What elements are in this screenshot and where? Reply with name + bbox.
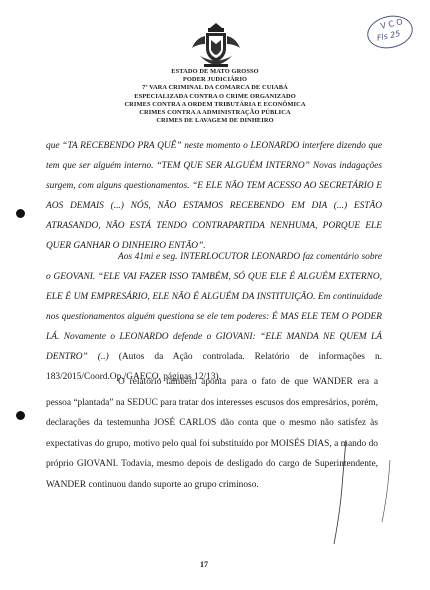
header-specialization: ESPECIALIZADA CONTRA O CRIME ORGANIZADO	[134, 92, 296, 100]
punch-hole-top	[16, 209, 25, 218]
header-court: 7ª VARA CRIMINAL DA COMARCA DE CUIABÁ	[142, 84, 288, 92]
page-stamp	[364, 12, 416, 53]
quote-2-italic: Aos 41mi e seg. INTERLOCUTOR LEONARDO faz comentário sobre o GEOVANI. “ELE VAI FAZER ISSO TAMBÉM, SÓ QUE ELE É ALGUÉM EXTERNO, ELE É UM EMPRESÁRIO, ELE NÃO É ALGUÉM DA INSTITUIÇÃO. Em continuidade nos questionamentos alguém questiona se ele tem poderes: É MAS ELE TEM O PODER LÁ. Novamente o LEONARDO defende o GIOVANI: “ELE MANDA NE QUEM LÁ DENTRO” (..)	[46, 252, 382, 362]
header-tax-crimes: CRIMES CONTRA A ORDEM TRIBUTÁRIA E ECONÔMICA	[124, 100, 306, 108]
header-money-laundering: CRIMES DE LAVAGEM DE DINHEIRO	[156, 117, 274, 125]
handwritten-margin-mark	[316, 432, 396, 552]
body-paragraph: O relatório também aponta para o fato de que WANDER era a pessoa “plantada” na SEDUC para tratar dos interesses escusos dos empresários, porém, declarações da testemunha JOSÉ CARLOS dão conta que o mesmo não satisfez às expectativas do grupo, motivo pelo qual foi substituído por MOISÉS DIAS, a mando do próprio GIOVANI. Todavia, mesmo depois de desligado do cargo de Superintendente, WANDER continuou dando suporte ao grupo criminoso.	[46, 377, 378, 490]
court-header	[60, 68, 370, 125]
quote-block-1	[46, 136, 382, 256]
punch-hole-bottom	[16, 411, 25, 420]
coat-of-arms-icon	[190, 22, 242, 68]
page-number: 17	[200, 560, 208, 569]
quote-2-paragraph	[46, 247, 382, 387]
header-state: ESTADO DE MATO GROSSO	[171, 68, 259, 75]
stamp-vco: V C O	[379, 17, 404, 31]
quote-2-citation: (Autos da Ação controlada. Relatório de informações n. 183/2015/Coord.Op./GAECO, páginas 12/13).	[46, 352, 383, 382]
quote-block-2	[46, 247, 382, 387]
header-judiciary: PODER JUDICIÁRIO	[182, 76, 248, 84]
quote-1-text: que “TA RECEBENDO PRA QUÊ” neste momento o LEONARDO interfere dizendo que tem que ser alguém interno. “TEM QUE SER ALGUÉM INTERNO” Novas indagações surgem, com alguns questionamentos. “E ELE NÃO TEM ACESSO AO SECRETÁRIO E AOS DEMAIS (...) NÓS, NÃO ESTAMOS RECEBENDO EM DIA (...) ESTÃO ATRASANDO, NÃO ESTÁ TENDO CONTRAPARTIDA NENHUMA, PORQUE ELE QUER GANHAR O DINHEIRO ENTÃO”.	[46, 141, 382, 251]
header-admin-crimes: CRIMES CONTRA A ADMINISTRAÇÃO PÚBLICA	[139, 109, 291, 117]
stamp-folio: Fls 25	[376, 29, 402, 43]
